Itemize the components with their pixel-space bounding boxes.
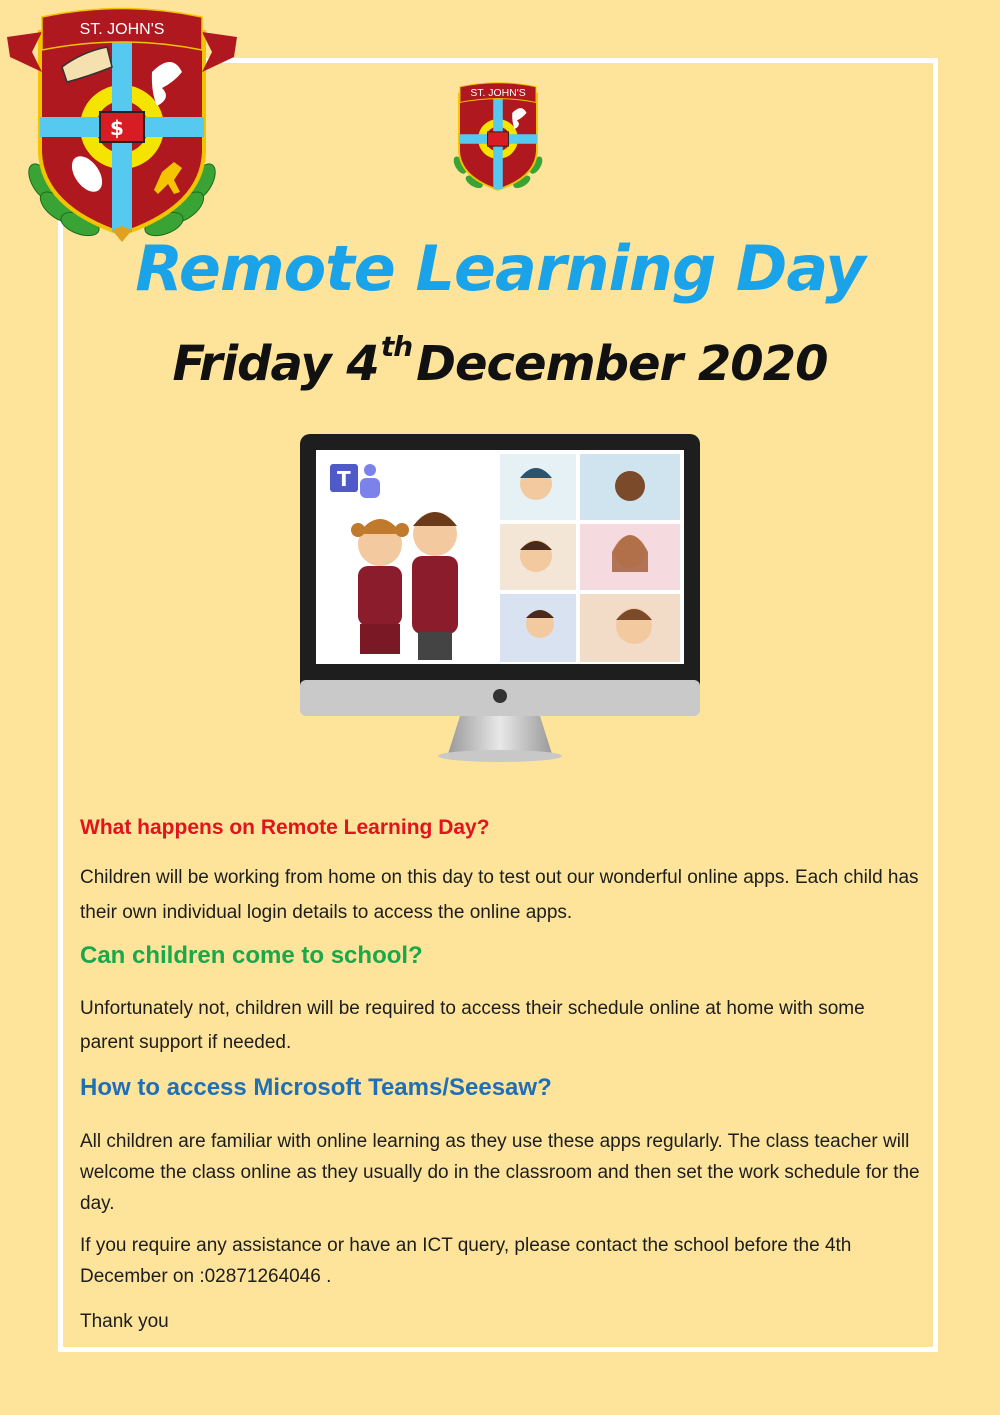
question-heading-1: What happens on Remote Learning Day? (80, 816, 490, 839)
crest-label: ST. JOHN'S (79, 21, 165, 38)
date-day: Friday 4 (172, 336, 379, 392)
computer-monitor-video-call-icon (300, 434, 700, 766)
date-rest: December 2020 (416, 336, 828, 392)
school-crest-small-logo (441, 78, 555, 200)
crest-small-label: ST. JOHN'S (470, 87, 526, 99)
date-suffix: th (380, 330, 413, 363)
event-date (0, 330, 1000, 392)
contact-paragraph: If you require any assistance or have an ICT query, please contact the school before the 4th December on :02871264046 . (80, 1235, 852, 1287)
page-title: Remote Learning Day (135, 232, 865, 305)
question-heading-2: Can children come to school? (80, 942, 423, 969)
answer-paragraph-3: All children are familiar with online learning as they use these apps regularly. The class teacher will welcome the class online as they usually do in the classroom and then set the work schedule for the day. (80, 1131, 920, 1214)
svg-text:T: T (337, 467, 351, 491)
question-heading-3: How to access Microsoft Teams/Seesaw? (80, 1074, 552, 1101)
closing-text: Thank you (80, 1311, 169, 1332)
answer-paragraph-2: Unfortunately not, children will be required to access their schedule online at home with some parent support if needed. (80, 998, 865, 1053)
answer-paragraph-1: Children will be working from home on this day to test out our wonderful online apps. Each child has their own individual login details to access the online apps. (80, 867, 919, 923)
school-crest-logo (2, 2, 242, 252)
svg-text:$: $ (110, 116, 124, 140)
